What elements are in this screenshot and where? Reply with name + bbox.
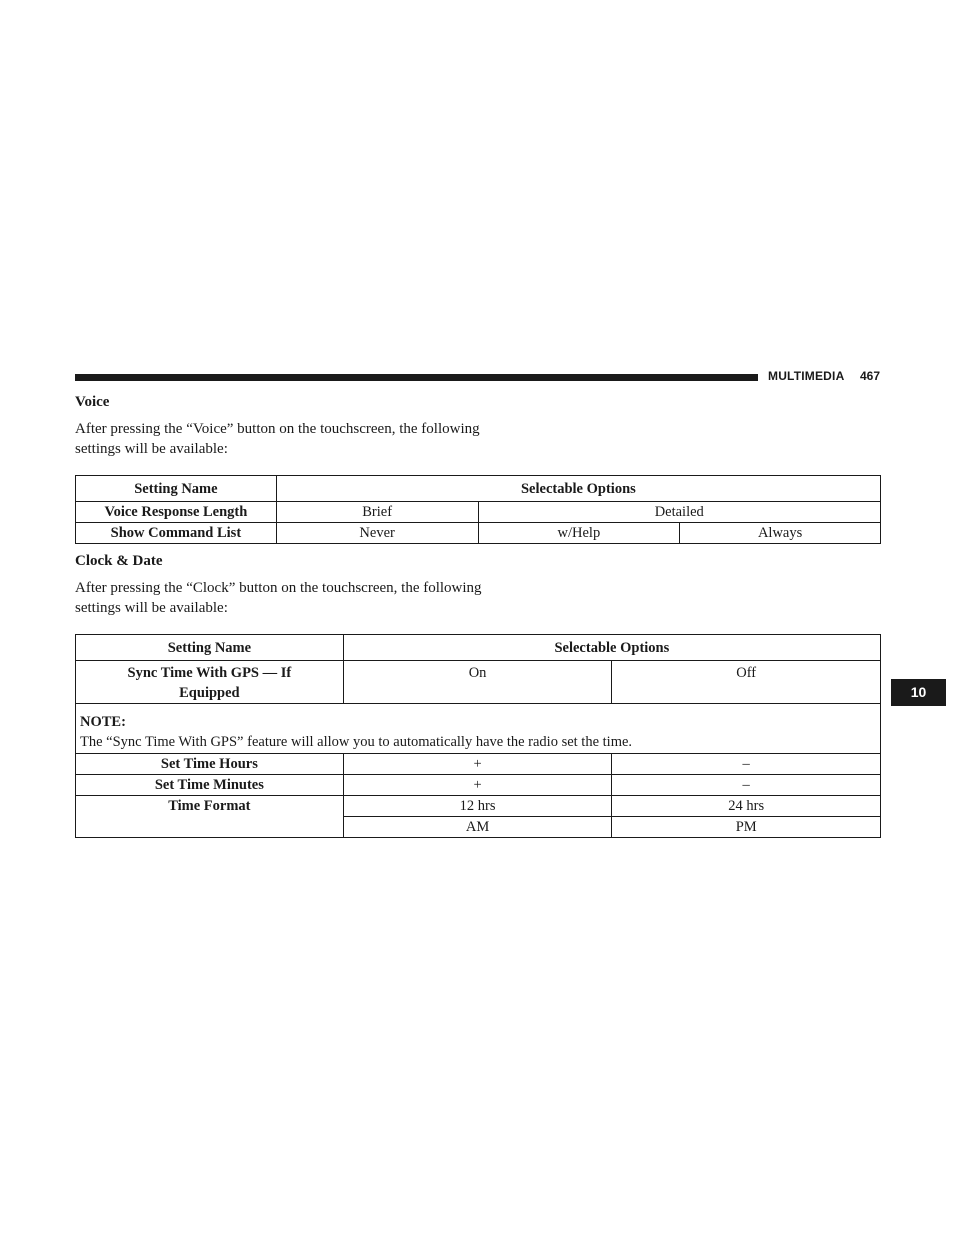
- voice-heading: Voice: [75, 394, 110, 410]
- option-cell: w/Help: [478, 523, 680, 544]
- header-rule: [75, 374, 758, 381]
- option-cell: 12 hrs: [343, 796, 612, 817]
- setting-name: Show Command List: [76, 523, 277, 544]
- setting-name: Set Time Hours: [76, 754, 344, 775]
- note-row: [76, 704, 881, 754]
- option-cell: Never: [276, 523, 478, 544]
- clock-intro: After pressing the “Clock” button on the touchscreen, the following settings will be available:: [75, 580, 482, 616]
- option-cell: –: [612, 775, 881, 796]
- table-row: [76, 775, 881, 796]
- option-cell: On: [343, 661, 612, 704]
- option-cell: Detailed: [478, 502, 881, 523]
- note-cell: [76, 704, 881, 754]
- option-cell: PM: [612, 817, 881, 838]
- table-row: [76, 754, 881, 775]
- setting-name: Voice Response Length: [76, 502, 277, 523]
- option-cell: +: [343, 754, 612, 775]
- option-cell: Off: [612, 661, 881, 704]
- option-cell: AM: [343, 817, 612, 838]
- option-cell: Always: [680, 523, 881, 544]
- setting-name: Sync Time With GPS — If Equipped: [76, 661, 344, 704]
- setting-name: Time Format: [76, 796, 344, 838]
- option-cell: Brief: [276, 502, 478, 523]
- option-cell: +: [343, 775, 612, 796]
- table-header-row: [76, 476, 881, 502]
- voice-settings-table: [75, 475, 881, 544]
- note-title: NOTE:: [80, 714, 126, 730]
- table-header-row: [76, 635, 881, 661]
- header-setting-name: Setting Name: [76, 476, 277, 502]
- section-title: MULTIMEDIA: [768, 369, 845, 383]
- header-setting-name: Setting Name: [76, 635, 344, 661]
- table-row: [76, 502, 881, 523]
- setting-name: Set Time Minutes: [76, 775, 344, 796]
- option-cell: –: [612, 754, 881, 775]
- header-selectable-options: Selectable Options: [343, 635, 880, 661]
- chapter-tab: 10: [891, 679, 946, 706]
- table-row: [76, 661, 881, 704]
- clock-settings-table: [75, 634, 881, 838]
- page-number: 467: [860, 369, 881, 383]
- table-row: [76, 523, 881, 544]
- header-selectable-options: Selectable Options: [276, 476, 880, 502]
- voice-intro: After pressing the “Voice” button on the touchscreen, the following settings will be available:: [75, 421, 480, 457]
- clock-heading: Clock & Date: [75, 553, 163, 569]
- option-cell: 24 hrs: [612, 796, 881, 817]
- table-row: [76, 796, 881, 817]
- note-text: The “Sync Time With GPS” feature will allow you to automatically have the radio set the time.: [80, 734, 633, 750]
